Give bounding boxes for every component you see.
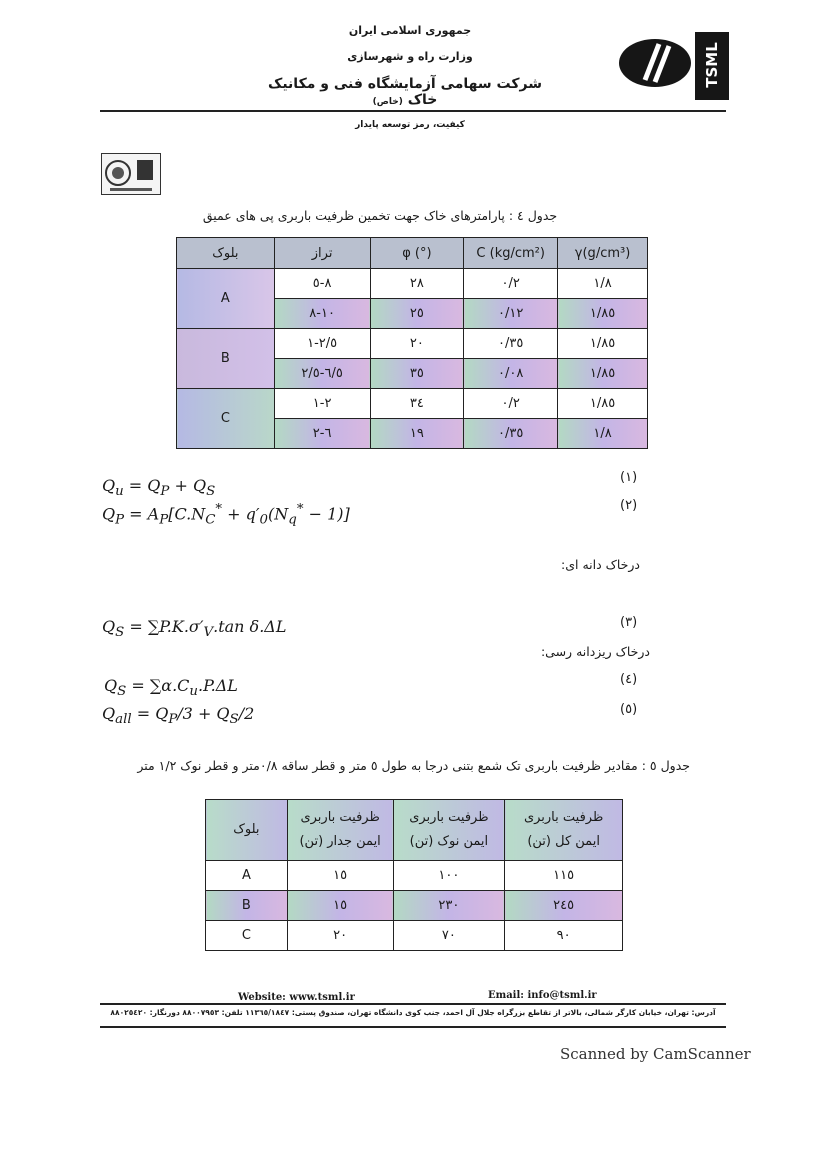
header-tip-capacity: [393, 800, 505, 861]
table-cell: ٠/٣٥: [464, 419, 558, 449]
table-cell: B: [206, 891, 288, 921]
table-cell: ٢٠: [370, 329, 464, 359]
table-row: [206, 891, 623, 921]
equation-number-2: (٢): [620, 498, 638, 513]
table-cell: ٧٠: [393, 921, 505, 951]
logo-text: TSML: [703, 42, 721, 88]
table-row: [206, 921, 623, 951]
table-cell: ٣٤: [370, 389, 464, 419]
table4-soil-parameters: [176, 237, 648, 449]
table5-header-row: [206, 800, 623, 861]
table4-header-row: [177, 238, 648, 269]
table-row: [177, 329, 648, 359]
table-cell: ٨-٥: [274, 269, 370, 299]
header-block-text: بلوک: [233, 822, 260, 837]
equation-3: $Q_S = \sum P.K.\sigma'_V.\tan$ δ.ΔL: [102, 617, 287, 641]
equation-4: $Q_S = \sum\alpha.C_u.P.\Delta L$: [104, 676, 238, 700]
header-level: تراز: [274, 238, 370, 269]
header-block: [206, 800, 288, 861]
header-shaft-capacity: [287, 800, 393, 861]
slogan: کیفیت، رمز توسعه پایدار: [355, 120, 465, 130]
tsml-logo: [612, 26, 732, 104]
table-cell: ١/٨٥: [558, 359, 648, 389]
header-line: ایمن جدار (تن): [299, 834, 381, 849]
header-total-capacity: [505, 800, 623, 861]
table-cell: ٠/١٢: [464, 299, 558, 329]
table-cell: ١٠٠: [393, 861, 505, 891]
table-cell: ١/٨: [558, 419, 648, 449]
footer-email: Email: info@tsml.ir: [488, 990, 597, 1001]
block-cell-c: C: [177, 389, 275, 449]
company-name-text: شرکت سهامی آزمایشگاه فنی و مکانیک خاک: [268, 76, 542, 108]
table-cell: ١٠-٨: [274, 299, 370, 329]
table-cell: ٢٨: [370, 269, 464, 299]
scanner-watermark: Scanned by CamScanner: [560, 1045, 751, 1063]
block-cell-a: A: [177, 269, 275, 329]
header-line: ظرفیت باربری: [523, 810, 604, 825]
table-cell: ٢٠: [287, 921, 393, 951]
footer-divider-top: [100, 1003, 726, 1005]
table-row: [177, 269, 648, 299]
table5-caption: جدول ٥ : مقادیر ظرفیت باربری تک شمع بتنی درجا به طول ٥ متر و قطر ساقه ٠/٨متر و قطر نوک ١/٢ متر: [137, 758, 690, 773]
header-line: ظرفیت باربری: [300, 810, 380, 825]
footer-divider-bottom: [100, 1026, 726, 1028]
header-block: بلوک: [177, 238, 275, 269]
equation-number-3: (٣): [620, 615, 638, 630]
equation-number-5: (٥): [620, 702, 638, 717]
table-cell: ١/٨٥: [558, 329, 648, 359]
header-line: ایمن کل (تن): [527, 834, 600, 849]
table4-caption: جدول ٤ : پارامترهای خاک جهت تخمین ظرفیت باربری پی های عمیق: [202, 208, 558, 223]
certification-seal-icon: [102, 154, 160, 194]
table-row: [206, 861, 623, 891]
equation-2: $Q_P = A_P[C.N_C^* + q'_0(N_q^* - 1)]$: [102, 502, 350, 528]
granular-soil-label: درخاک دانه ای:: [561, 557, 640, 572]
footer-address: آدرس: تهران، خیابان کارگر شمالی، بالاتر از تقاطع بزرگراه جلال آل احمد، جنب کوی دانشگاه تهران، صندوق پستی: ١١٣٦٥/١٨٤٧ تلفن: ٨٨٠٠٧٩٥٣ دورنگار: ٨٨٠٢٥٤٢٠: [110, 1008, 716, 1017]
company-name: [255, 76, 555, 108]
table-cell: ١٩: [370, 419, 464, 449]
header-unit-weight: γ(g/cm³): [558, 238, 648, 269]
equation-number-1: (١): [620, 470, 638, 485]
fine-soil-label: درخاک ریزدانه رسی:: [540, 644, 650, 659]
table-cell: ٠/٣٥: [464, 329, 558, 359]
table-cell: ٦/٥-٢/٥: [274, 359, 370, 389]
header-divider: [100, 110, 726, 112]
table-cell: ٢٣٠: [393, 891, 505, 921]
table-cell: ٠/٠٨: [464, 359, 558, 389]
table-cell: ٠/٢: [464, 269, 558, 299]
table-cell: ١/٨٥: [558, 389, 648, 419]
table-cell: ٢٤٥: [505, 891, 623, 921]
header-line-2: وزارت راه و شهرسازی: [347, 50, 473, 63]
block-cell-b: B: [177, 329, 275, 389]
table5-pile-capacity: [205, 799, 623, 951]
table-cell: ٣٥: [370, 359, 464, 389]
table-cell: ٢٥: [370, 299, 464, 329]
header-cohesion: C (kg/cm²): [464, 238, 558, 269]
footer-website: Website: www.tsml.ir: [238, 992, 355, 1003]
equation-1: $Q_u = Q_P + Q_S$: [102, 476, 216, 500]
table-cell: ٩٠: [505, 921, 623, 951]
table-cell: A: [206, 861, 288, 891]
equation-5: $Q_{all} = Q_P/3 + Q_S/2$: [102, 704, 255, 728]
table-cell: ١/٨٥: [558, 299, 648, 329]
table-cell: C: [206, 921, 288, 951]
table-cell: ٠/٢: [464, 389, 558, 419]
table-cell: ٢/٥-١: [274, 329, 370, 359]
table-cell: ١٥: [287, 891, 393, 921]
table-cell: ١/٨: [558, 269, 648, 299]
equation-number-4: (٤): [620, 672, 638, 687]
header-line-1: جمهوری اسلامی ایران: [348, 24, 472, 37]
table-cell: ٦-٢: [274, 419, 370, 449]
header-line: ایمن نوک (تن): [409, 834, 489, 849]
table-cell: ١١٥: [505, 861, 623, 891]
header-phi: φ (°): [370, 238, 464, 269]
table-row: [177, 389, 648, 419]
header-line: ظرفیت باربری: [409, 810, 489, 825]
company-tag: (خاص): [372, 97, 403, 107]
table-cell: ٢-١: [274, 389, 370, 419]
table-cell: ١٥: [287, 861, 393, 891]
certification-badge: [101, 153, 161, 195]
